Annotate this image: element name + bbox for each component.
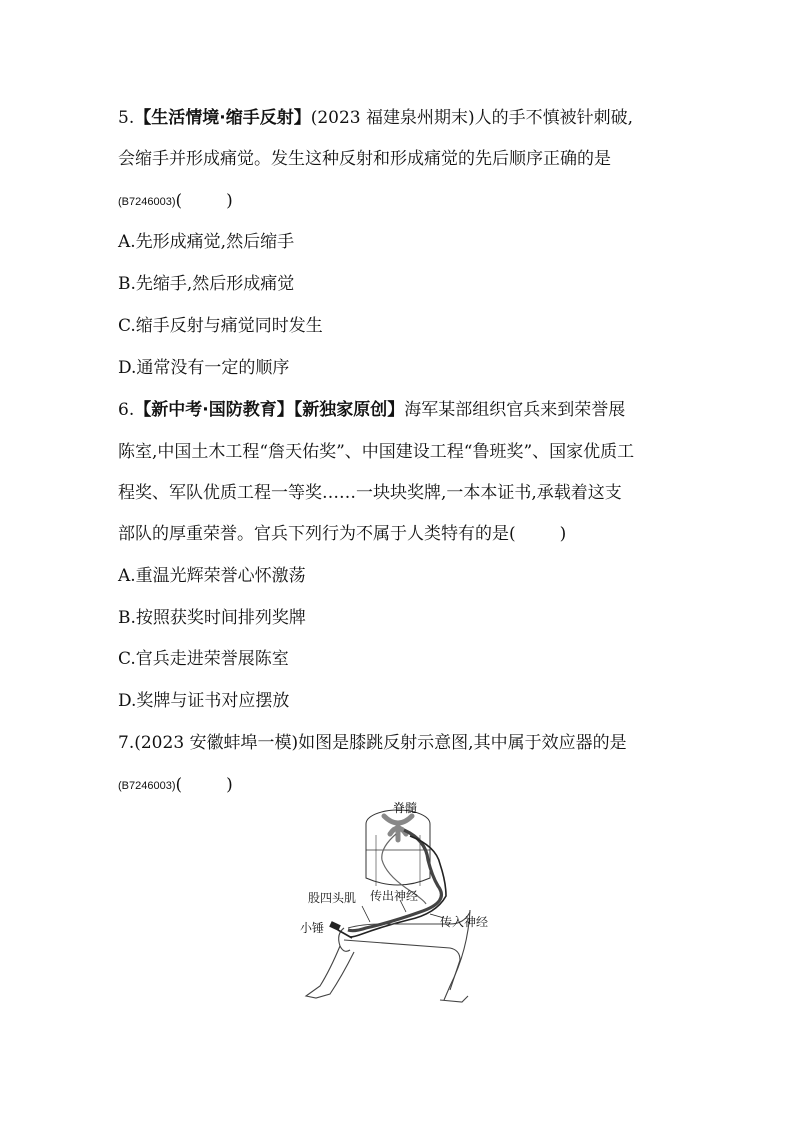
q7-paren-open: ( [175, 775, 183, 795]
q7-code: (B7246003) [118, 780, 176, 792]
q6-number: 6. [118, 400, 135, 420]
label-efferent-nerve: 传出神经 [370, 889, 419, 903]
q5-tag: 【生活情境·缩手反射】 [134, 108, 311, 128]
q5-number: 5. [118, 108, 135, 128]
q5-option-a: A.先形成痛觉,然后缩手 [118, 232, 295, 252]
q5-paren-close: ) [226, 191, 233, 211]
q6-tag2: 【新独家原创】 [293, 400, 405, 420]
q6-stem-line1 [118, 398, 625, 422]
spinal-cord-section [366, 810, 430, 886]
q5-answer-line [118, 189, 233, 214]
knee-jerk-reflex-figure [300, 800, 500, 1012]
q7-answer-line [118, 773, 233, 798]
q5-text: 人的手不慎被针刺破, [474, 108, 634, 128]
q5-option-d: D.通常没有一定的顺序 [118, 358, 290, 378]
q6-stem-line2: 陈室,中国土木工程“詹天佑奖”、中国建设工程“鲁班奖”、国家优质工 [118, 442, 635, 462]
q6-option-b: B.按照获奖时间排列奖牌 [118, 608, 306, 628]
q7-text: 如图是膝跳反射示意图,其中属于效应器的是 [298, 733, 627, 753]
q5-stem-line2: 会缩手并形成痛觉。发生这种反射和形成痛觉的先后顺序正确的是 [118, 149, 611, 169]
label-afferent-nerve: 传入神经 [440, 915, 489, 929]
q6-stem-line3: 程奖、军队优质工程一等奖……一块块奖牌,一本本证书,承载着这支 [118, 483, 622, 503]
q7-number: 7. [118, 733, 135, 753]
q6-stem-text: 部队的厚重荣誉。官兵下列行为不属于人类特有的是 [118, 524, 509, 544]
q5-option-b: B.先缩手,然后形成痛觉 [118, 274, 295, 294]
q6-stem-line4 [118, 522, 566, 546]
q5-option-c: C.缩手反射与痛觉同时发生 [118, 316, 323, 336]
q6-paren-close: ) [559, 524, 567, 544]
q5-code: (B7246003) [118, 196, 176, 208]
q6-option-a: A.重温光辉荣誉心怀激荡 [118, 566, 306, 586]
q7-source: (2023 安徽蚌埠一模) [134, 733, 299, 753]
q7-stem-line1 [118, 731, 627, 755]
q6-option-c: C.官兵走进荣誉展陈室 [118, 649, 289, 669]
q6-option-d: D.奖牌与证书对应摆放 [118, 691, 290, 711]
label-hammer: 小锤 [300, 921, 325, 935]
label-spinal-cord: 脊髓 [393, 801, 418, 815]
q6-tag1: 【新中考·国防教育】 [134, 400, 294, 420]
label-quadriceps: 股四头肌 [308, 891, 357, 905]
q6-paren-open: ( [509, 524, 516, 544]
q7-paren-close: ) [226, 775, 233, 795]
q5-paren-open: ( [175, 191, 183, 211]
q5-stem-line1 [118, 106, 633, 130]
q5-source: (2023 福建泉州期末) [310, 108, 475, 128]
q6-text: 海军某部组织官兵来到荣誉展 [404, 400, 626, 420]
